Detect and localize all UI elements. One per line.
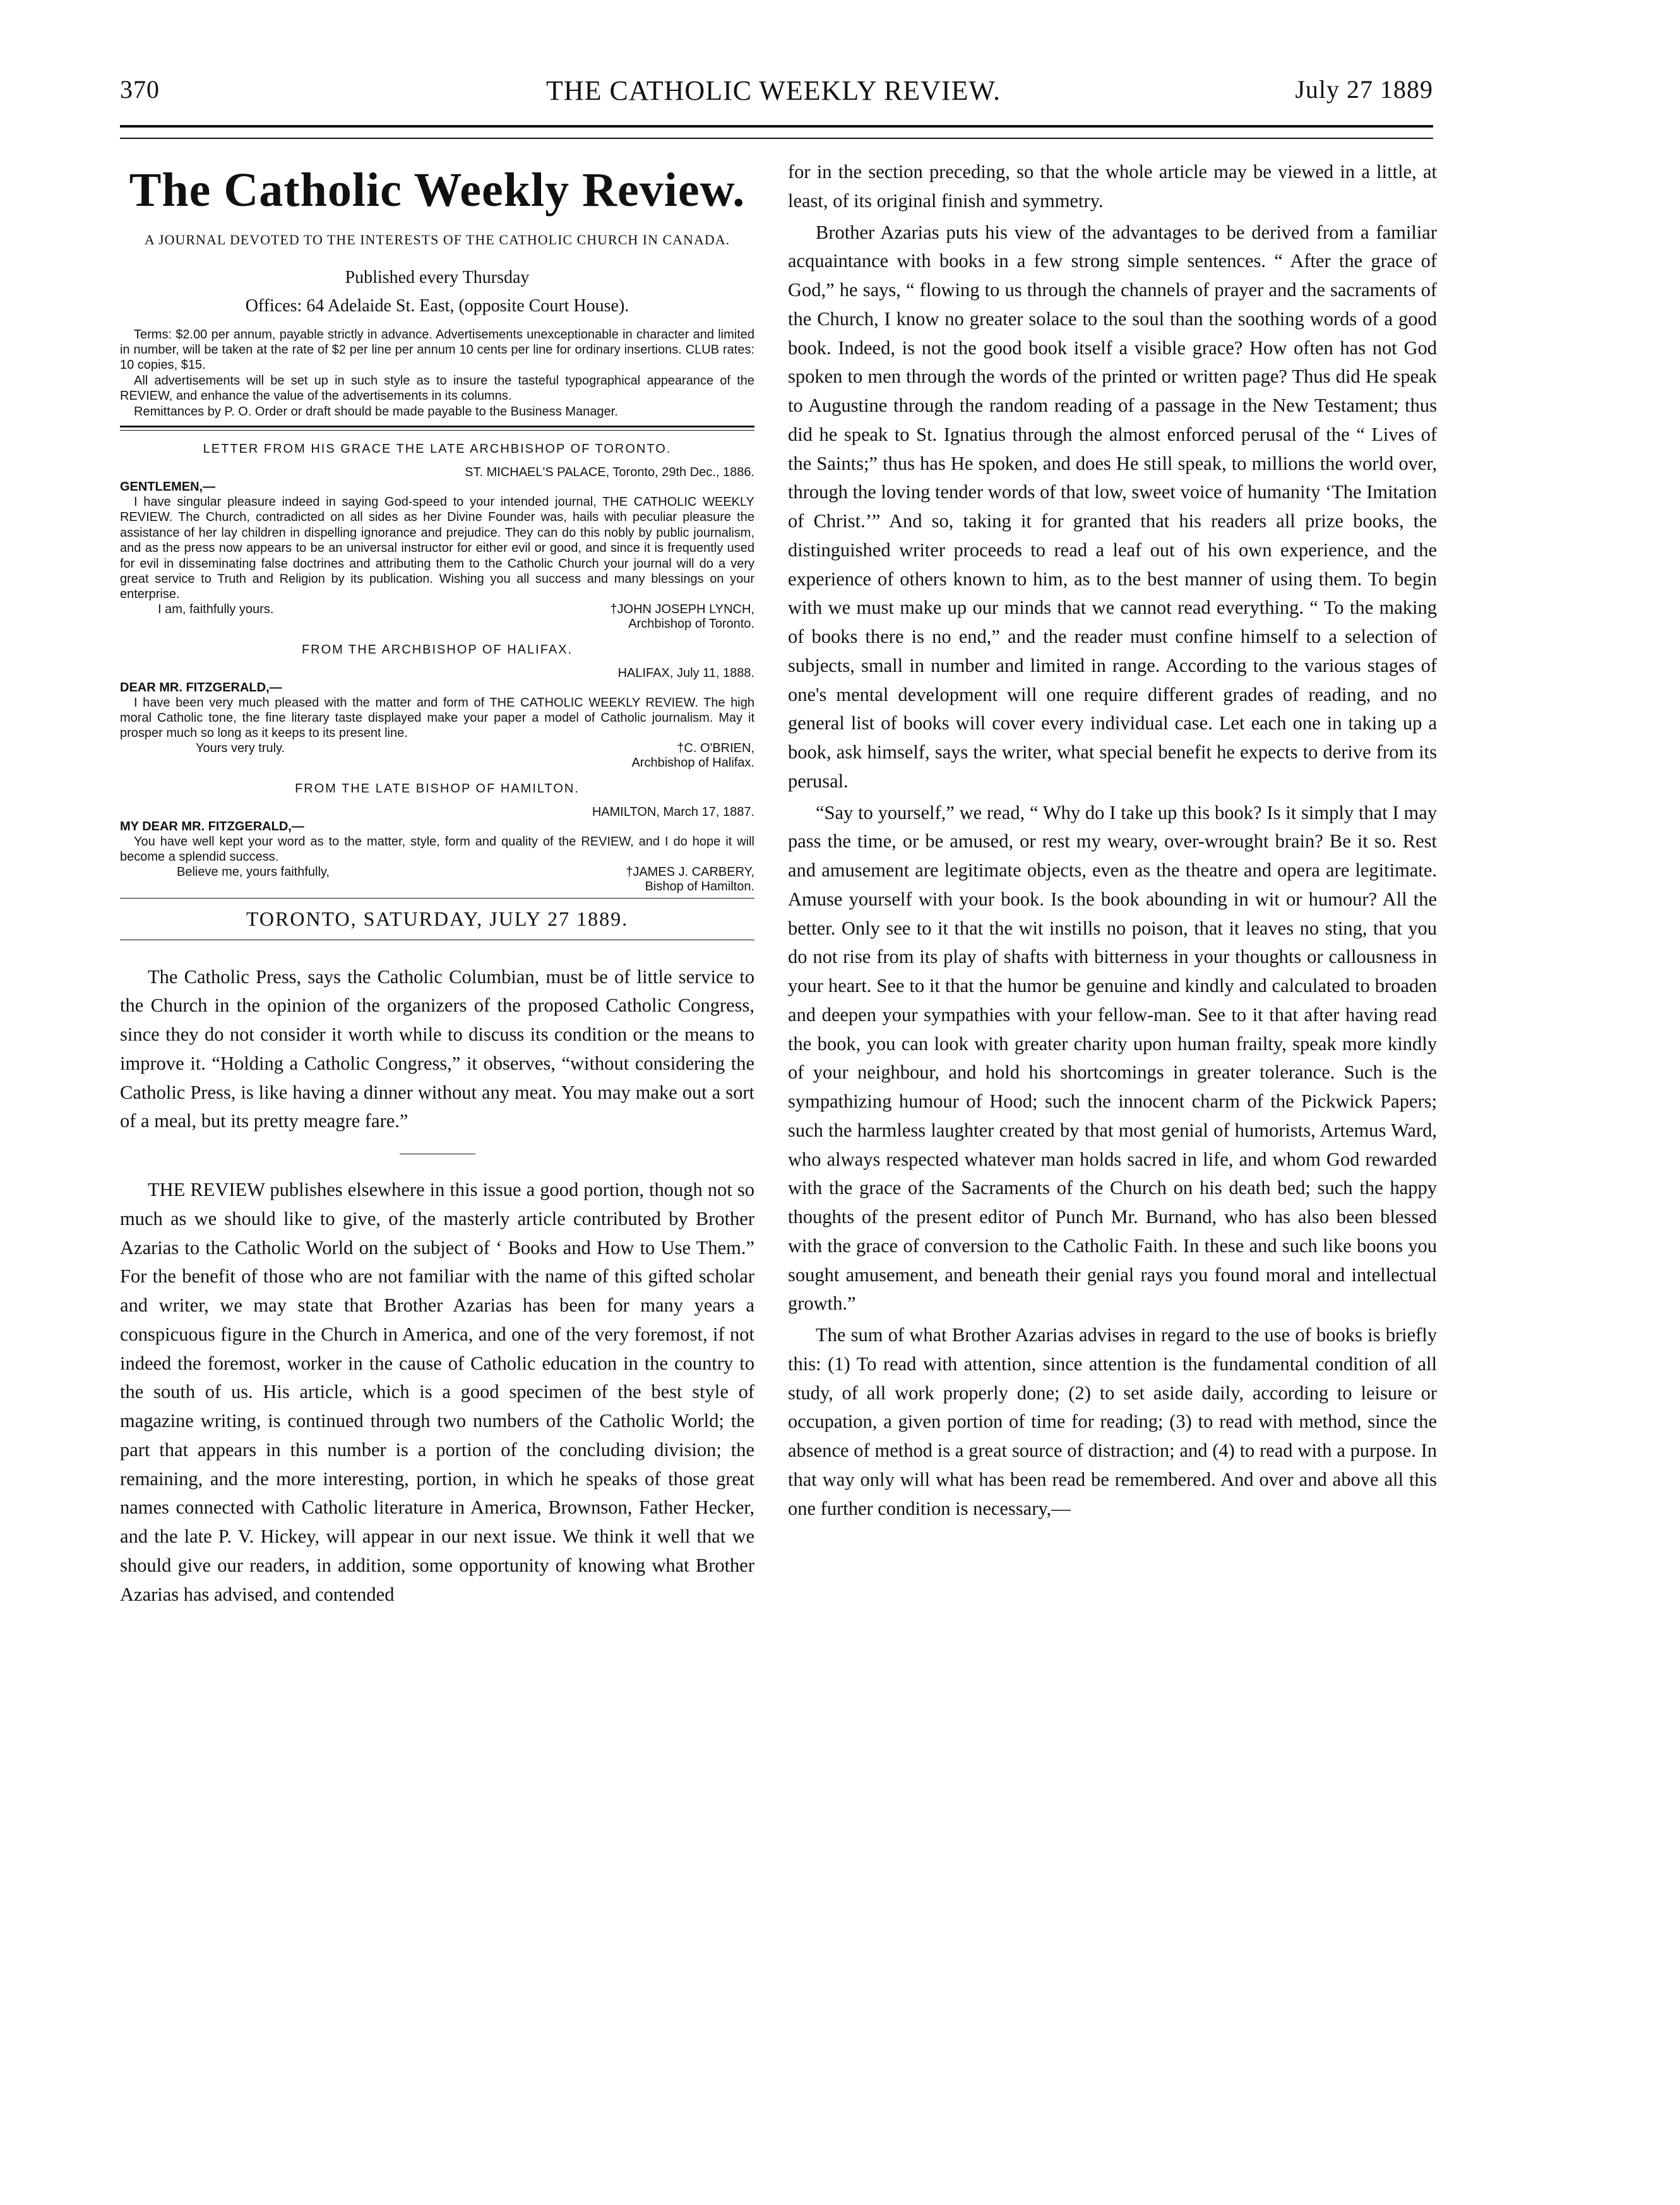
right-column [788,158,1437,2147]
article-paragraph: Brother Azarias puts his view of the advantages to be derived from a familiar acquaintance with books in a few strong simple sentences. “ After the grace of God,” he says, “ flowing to us through the channels of prayer and the sacraments of the Church, I know no greater solace to the soul than the soothing words of a good book. Indeed, is not the good book itself a visible grace? How often has not God spoken to men through the words of the printed or written page? Thus did He speak to Augustine through the random reading of a passage in the New Testament; thus did he speak to St. Ignatius through the almost enforced perusal of the “ Lives of the Saints;” thus has He spoken, and does He still speak, to millions the world over, through the loving tender words of that low, sweet voice of humanity ‘The Imitation of Christ.’” And so, taking it for granted that his readers all prize books, the distinguished writer proceeds to read a leaf out of his own experience, and the experience of others known to him, as to the best manner of using them. To begin with we must make up our minds that we cannot read everything. “ To the making of books there is no end,” and the reader must confine himself to a selection of subjects, small in number and limited in range. According to the various stages of one's mental development will one require different grades of reading, and no general list of books will cover every individual case. Let each one in taking up a book, ask himself, says the writer, what special benefit he expects to derive from its perusal. [788,221,1437,792]
running-title: THE CATHOLIC WEEKLY REVIEW. [546,75,1001,106]
letter-signature [120,602,754,631]
letter-closing: Yours very truly. [196,741,285,755]
section-rule [120,898,754,899]
letter-place: HAMILTON, March 17, 1887. [592,804,754,819]
letter-heading: LETTER FROM HIS GRACE THE LATE ARCHBISHOP OF TORONTO. [203,441,672,456]
letter-body: You have well kept your word as to the matter, style, form and quality of the REVIEW, and I do hope it will become a splendid success. [120,834,754,864]
article-paragraph: “Say to yourself,” we read, “ Why do I take up this book? Is it simply that I may pass the time, or be amused, or rest my weary, over-wrought brain? Be it so. Rest and amusement are legitimate objects, even as the theatre and opera are legitimate. Amuse yourself with your book. Is the book abounding in wit or humour? All the better. Only see to it that the wit instills no poison, that it leaves no sting, that you do not rise from its play of shafts with bitterness in your thoughts or callousness in your heart. See to it that the humor be genuine and kindly and calculated to broaden and deepen your sympathies with your fellow-man. See to it that after having read the book, you can look with greater charity upon human frailty, speak more kindly of your neighbour, and hold his shortcomings in greater tolerance. Such is the sympathizing humour of Hood; such the innocent charm of the Pickwick Papers; such the harmless laughter created by that most genial of humorists, Artemus Ward, who always respected whatever man holds sacred in life, and whom God rewarded with the grace of the Sacraments of the Church on his death bed; such the happy thoughts of the present editor of Punch Mr. Burnand, who has also been blessed with the grace of conversion to the Catholic Faith. In these and such like boons you sought amusement, and beneath their genial rays you found moral and intellectual growth.” [788,801,1437,1315]
header-rule [120,125,1433,139]
letter-heading: FROM THE ARCHBISHOP OF HALIFAX. [301,642,573,657]
left-column [120,158,754,2147]
publication-schedule: Published every Thursday [345,268,530,287]
letter-salutation: MY DEAR MR. FITZGERALD,— [120,819,304,834]
letter-place: HALIFAX, July 11, 1888. [617,666,754,680]
letter-heading: FROM THE LATE BISHOP OF HAMILTON. [295,781,580,796]
letter-salutation: DEAR MR. FITZGERALD,— [120,680,282,695]
page-header [101,75,1446,125]
article-paragraph: THE REVIEW publishes elsewhere in this issue a good portion, though not so much as we should like to give, of the masterly article contributed by Brother Azarias to the Catholic World on the subject of ‘ Books and How to Use Them.” For the benefit of those who are not familiar with the name of this gifted scholar and writer, we may state that Brother Azarias has been for many years a conspicuous figure in the Church in America, and one of the very foremost, if not indeed the foremost, worker in the cause of Catholic education in the country to the south of us. His article, which is a good specimen of the best style of magazine writing, is continued through two numbers of the Catholic World; the part that appears in this number is a portion of the concluding division; the remaining, and the more interesting, portion, in which he speaks of those great names connected with Catholic literature in America, Brownson, Father Hecker, and the late P. V. Hickey, will appear in our next issue. We think it well that we should give our readers, in addition, some opportunity of knowing what Brother Azarias has advised, and contended [120,1179,754,1605]
letter-body: I have singular pleasure indeed in saying God-speed to your intended journal, THE CATHOLIC WEEKLY REVIEW. The Church, contradicted on all sides as her Divine Founder was, hails with peculiar pleasure the assistance of her lay children in dispelling ignorance and prejudice. They can do this nobly by public journalism, and as the press now appears to be an universal instructor for either evil or good, and since it is frequently used for evil in disseminating false doctrines and attributing them to the Catholic Church your journal will do a very great service to Truth and Religion by its publication. Wishing you all success and many blessings on your enterprise. [120,494,754,602]
letter-signature [120,741,754,770]
issue-date: July 27 1889 [1295,75,1433,104]
dateline: TORONTO, SATURDAY, JULY 27 1889. [246,907,629,930]
remittances-text: Remittances by P. O. Order or draft should be made payable to the Business Manager. [134,404,618,419]
masthead-subtitle: A JOURNAL DEVOTED TO THE INTERESTS OF THE CATHOLIC CHURCH IN CANADA. [144,232,730,248]
section-rule [120,426,754,431]
article-paragraph: The sum of what Brother Azarias advises in regard to the use of books is briefly this: (1) To read with attention, since attention is the fundamental condition of all study, of all work properly done; (2) to set aside daily, according to leisure or occupation, a given portion of time for reading; (3) to read with method, since the absence of method is a great source of distraction; and (4) to read with a purpose. In that way only will what has been read be remembered. And over and above all this one further condition is necessary,— [788,1324,1437,1519]
terms-text: Terms: $2.00 per annum, payable strictly in advance. Advertisements unexceptionable in character and limited in number, will be taken at the rate of $2 per line per annum 10 cents per line for ordinary insertions. CLUB rates: 10 copies, $15. [120,327,754,373]
page-number: 370 [120,75,160,104]
letter-place: ST. MICHAEL'S PALACE, Toronto, 29th Dec., 1886. [465,465,754,479]
letter-signer: †JOHN JOSEPH LYNCH, Archbishop of Toronto. [610,602,754,631]
letter-signer: †JAMES J. CARBERY, Bishop of Hamilton. [626,864,754,893]
office-address: Offices: 64 Adelaide St. East, (opposite Court House). [245,296,629,316]
letter-closing: Believe me, yours faithfully, [177,864,330,879]
letter-salutation: GENTLEMEN,— [120,479,216,494]
article-paragraph: for in the section preceding, so that the whole article may be viewed in a little, at least, of its original finish and symmetry. [788,161,1437,212]
advertisements-text: All advertisements will be set up in such style as to insure the tasteful typographical appearance of the REVIEW, and enhance the value of the advertisements in its columns. [120,373,754,403]
letter-signer: †C. O'BRIEN, Archbishop of Halifax. [631,741,754,770]
article-paragraph: The Catholic Press, says the Catholic Columbian, must be of little service to the Church in the opinion of the organizers of the proposed Catholic Congress, since they do not consider it worth while to discuss its condition or the means to improve it. “Holding a Catholic Congress,” it observes, “without considering the Catholic Press, is like having a dinner without any meat. You may make out a sort of a meal, but its pretty meagre fare.” [120,965,754,1132]
masthead-title: The Catholic Weekly Review. [129,164,746,217]
letter-closing: I am, faithfully yours. [158,602,274,616]
letter-body: I have been very much pleased with the matter and form of THE CATHOLIC WEEKLY REVIEW. The high moral Catholic tone, the fine literary taste displayed make your paper a model of Catholic journalism. May it prosper much so long as it keeps to its present line. [120,695,754,741]
letter-signature [120,865,754,894]
